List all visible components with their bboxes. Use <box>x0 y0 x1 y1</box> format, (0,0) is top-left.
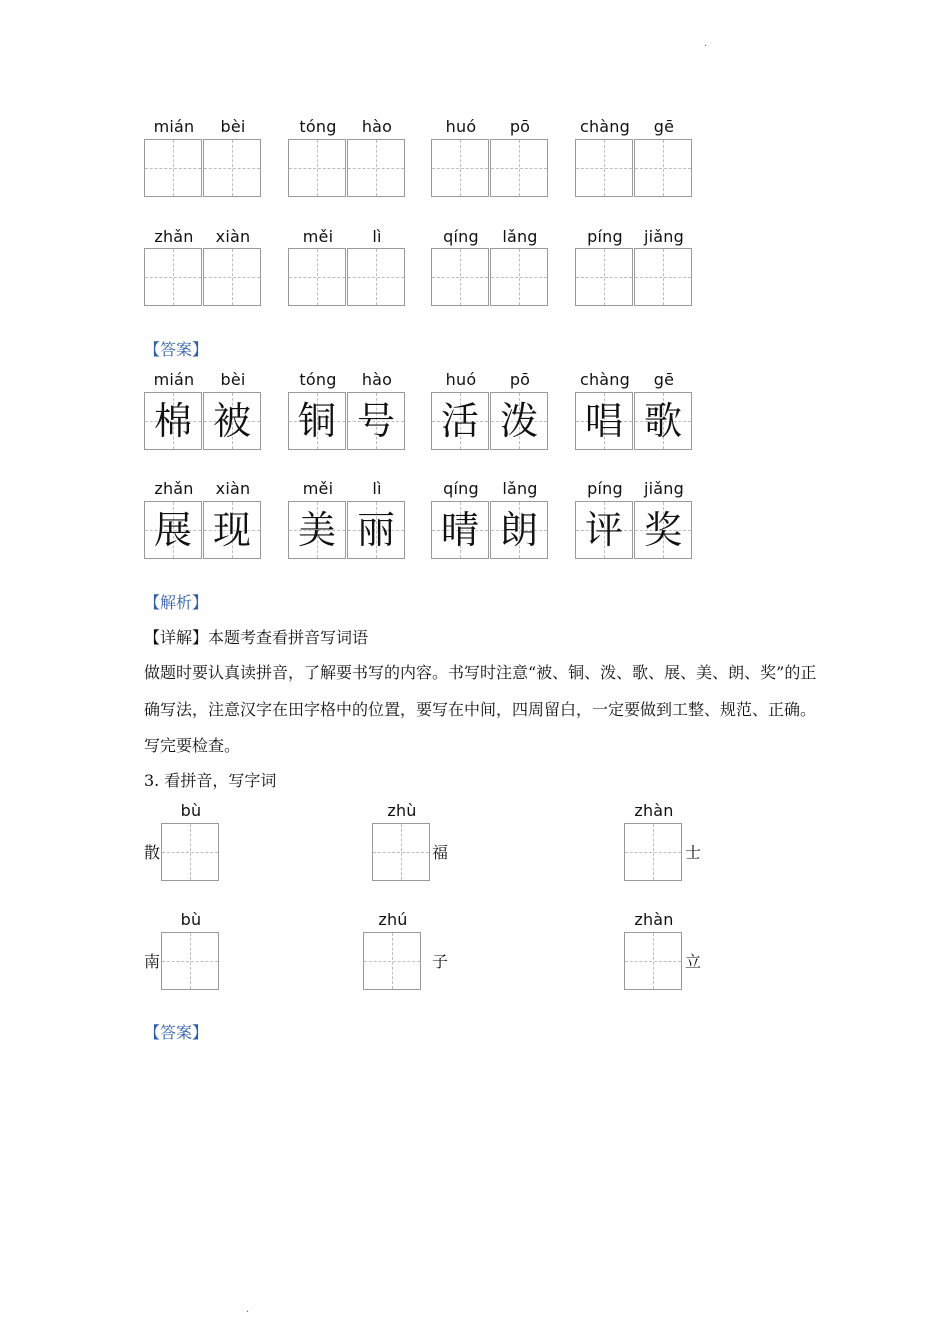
explanation-paragraph: 写完要检查。 <box>144 736 241 755</box>
answer-char: 评 <box>584 508 623 552</box>
pinyin: zhàn <box>634 801 674 820</box>
pinyin: zhǎn <box>154 479 194 498</box>
tianzige-cell[interactable] <box>288 248 346 306</box>
answer-label: 【答案】 <box>144 340 209 359</box>
pinyin: měi <box>302 227 334 246</box>
tianzige-cell <box>431 392 489 450</box>
tianzige-cell <box>490 501 548 559</box>
answer-char: 歌 <box>643 399 682 443</box>
tianzige-cell <box>347 392 405 450</box>
tianzige-cell[interactable] <box>203 139 261 197</box>
tianzige-cell[interactable] <box>624 823 682 881</box>
pinyin: pō <box>509 117 531 136</box>
analysis-label: 【解析】 <box>144 593 209 612</box>
pinyin: mián <box>153 370 195 389</box>
tianzige-cell[interactable] <box>490 248 548 306</box>
pinyin: bèi <box>220 370 246 389</box>
tianzige-cell[interactable] <box>203 248 261 306</box>
answer-char: 号 <box>356 399 395 443</box>
pinyin: hào <box>361 370 393 389</box>
pinyin: qíng <box>443 227 479 246</box>
answer-char: 丽 <box>356 508 395 552</box>
answer-char: 奖 <box>643 508 682 552</box>
pinyin: bù <box>180 801 202 820</box>
tianzige-cell[interactable] <box>575 248 633 306</box>
pinyin: gē <box>653 117 675 136</box>
tianzige-cell[interactable] <box>490 139 548 197</box>
pinyin: píng <box>587 479 623 498</box>
answer-char: 美 <box>297 508 336 552</box>
pinyin: xiàn <box>215 227 251 246</box>
tianzige-cell[interactable] <box>347 248 405 306</box>
corner-dot: . <box>246 1304 250 1315</box>
pinyin: jiǎng <box>644 227 684 246</box>
tianzige-cell[interactable] <box>363 932 421 990</box>
pinyin: tóng <box>299 117 337 136</box>
tianzige-cell[interactable] <box>161 823 219 881</box>
answer-char: 被 <box>212 399 251 443</box>
answer-char: 晴 <box>440 508 479 552</box>
pinyin: lǎng <box>502 227 538 246</box>
given-char: 南 <box>144 952 161 971</box>
given-char: 立 <box>685 952 702 971</box>
answer-char: 现 <box>212 508 251 552</box>
pinyin: hào <box>361 117 393 136</box>
pinyin: bèi <box>220 117 246 136</box>
pinyin: huó <box>445 370 477 389</box>
explanation-paragraph: 确写法，注意汉字在田字格中的位置，要写在中间，四周留白，一定要做到工整、规范、正确。 <box>144 700 817 719</box>
tianzige-cell <box>575 501 633 559</box>
pinyin: lǎng <box>502 479 538 498</box>
pinyin: gē <box>653 370 675 389</box>
tianzige-cell[interactable] <box>144 139 202 197</box>
pinyin: xiàn <box>215 479 251 498</box>
tianzige-cell[interactable] <box>288 139 346 197</box>
pinyin: píng <box>587 227 623 246</box>
given-char: 散 <box>144 843 161 862</box>
tianzige-cell <box>575 392 633 450</box>
tianzige-cell[interactable] <box>431 139 489 197</box>
given-char: 士 <box>685 843 702 862</box>
tianzige-cell <box>203 501 261 559</box>
tianzige-cell <box>144 501 202 559</box>
pinyin: chàng <box>579 370 631 389</box>
pinyin: lì <box>372 479 382 498</box>
tianzige-cell <box>203 392 261 450</box>
pinyin: lì <box>372 227 382 246</box>
tianzige-cell <box>288 392 346 450</box>
tianzige-cell[interactable] <box>634 139 692 197</box>
tianzige-cell <box>634 501 692 559</box>
pinyin: zhù <box>387 801 417 820</box>
pinyin: zhú <box>378 910 408 929</box>
pinyin: zhàn <box>634 910 674 929</box>
answer-char: 唱 <box>584 399 623 443</box>
given-char: 福 <box>432 843 449 862</box>
explanation-paragraph: 做题时要认真读拼音，了解要书写的内容。书写时注意“被、铜、泼、歌、展、美、朗、奖”的正 <box>144 663 817 682</box>
pinyin: tóng <box>299 370 337 389</box>
pinyin: bù <box>180 910 202 929</box>
answer-char: 棉 <box>153 399 192 443</box>
tianzige-cell[interactable] <box>347 139 405 197</box>
tianzige-cell[interactable] <box>372 823 430 881</box>
pinyin: jiǎng <box>644 479 684 498</box>
tianzige-cell[interactable] <box>634 248 692 306</box>
answer-char: 朗 <box>499 508 538 552</box>
tianzige-cell <box>347 501 405 559</box>
pinyin: měi <box>302 479 334 498</box>
tianzige-cell <box>490 392 548 450</box>
given-char: 子 <box>432 952 449 971</box>
tianzige-cell <box>144 392 202 450</box>
tianzige-cell[interactable] <box>161 932 219 990</box>
tianzige-cell[interactable] <box>431 248 489 306</box>
tianzige-cell <box>634 392 692 450</box>
pinyin: huó <box>445 117 477 136</box>
answer-char: 活 <box>440 399 479 443</box>
answer-char: 展 <box>153 508 192 552</box>
answer-char: 泼 <box>499 399 538 443</box>
answer-char: 铜 <box>297 399 336 443</box>
pinyin: pō <box>509 370 531 389</box>
pinyin: qíng <box>443 479 479 498</box>
tianzige-cell[interactable] <box>144 248 202 306</box>
question-title: 3. 看拼音，写字词 <box>144 771 277 790</box>
pinyin: chàng <box>579 117 631 136</box>
tianzige-cell <box>431 501 489 559</box>
tianzige-cell[interactable] <box>575 139 633 197</box>
answer-label: 【答案】 <box>144 1023 209 1042</box>
detail-line: 【详解】本题考查看拼音写词语 <box>144 628 369 647</box>
pinyin: zhǎn <box>154 227 194 246</box>
pinyin: mián <box>153 117 195 136</box>
tianzige-cell <box>288 501 346 559</box>
tianzige-cell[interactable] <box>624 932 682 990</box>
corner-dot: . <box>704 38 708 49</box>
